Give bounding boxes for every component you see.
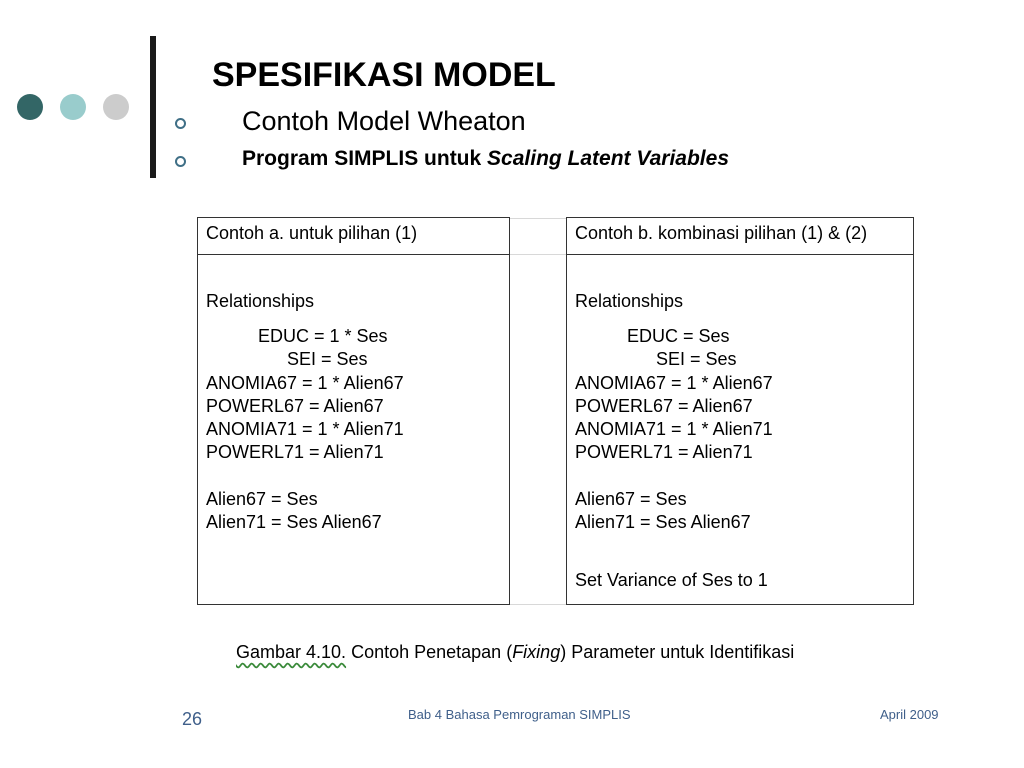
panel-b-line: ANOMIA67 = 1 * Alien67	[575, 373, 773, 393]
panel-a-line: Relationships	[206, 291, 315, 311]
panel-b-line: POWERL67 = Alien67	[575, 396, 753, 416]
panel-a-line: ANOMIA71 = 1 * Alien71	[206, 419, 404, 439]
panel-b-line: Set Variance of Ses to 1	[575, 570, 768, 590]
title-divider-bar	[150, 36, 156, 178]
panel-a-line: EDUC = 1 * Ses	[258, 326, 388, 346]
panel-a-line: POWERL67 = Alien67	[206, 396, 384, 416]
caption-label: Gambar 4.10.	[236, 642, 347, 662]
panel-b-line: ANOMIA71 = 1 * Alien71	[575, 419, 773, 439]
bullet2-italic-text: Scaling Latent Variables	[487, 147, 730, 170]
panel-b-line: EDUC = Ses	[627, 326, 730, 346]
bullet2-bold-text: Program SIMPLIS untuk	[242, 147, 488, 170]
panel-b-header-text: Contoh b. kombinasi pilihan (1) & (2)	[575, 223, 868, 243]
decor-dot-2	[60, 94, 86, 120]
decor-dot-3	[103, 94, 129, 120]
panel-b-line: Relationships	[575, 291, 684, 311]
bullet-ring-icon	[175, 156, 186, 167]
panel-a-line: POWERL71 = Alien71	[206, 442, 384, 462]
page-number: 26	[182, 709, 203, 729]
bullet-program-simplis	[242, 147, 729, 171]
panel-gap-line-bottom	[509, 604, 566, 605]
panel-a-header	[198, 218, 509, 255]
footer-date: April 2009	[880, 707, 939, 722]
panel-b-header	[567, 218, 913, 255]
panel-gap-line-top	[509, 218, 566, 219]
caption-text-2: ) Parameter untuk Identifikasi	[560, 642, 795, 662]
panel-a-line: SEI = Ses	[287, 349, 368, 369]
caption-text-1: Contoh Penetapan (	[346, 642, 513, 662]
panel-a-line: Alien67 = Ses	[206, 489, 318, 509]
panel-a-header-text: Contoh a. untuk pilihan (1)	[206, 223, 418, 243]
panel-a	[197, 217, 510, 605]
decor-dot-1	[17, 94, 43, 120]
figure-caption	[236, 642, 794, 663]
footer-chapter: Bab 4 Bahasa Pemrograman SIMPLIS	[408, 707, 631, 722]
bullet-model-wheaton: Contoh Model Wheaton	[242, 106, 526, 136]
panel-b	[566, 217, 914, 605]
panel-b-line: SEI = Ses	[656, 349, 737, 369]
panel-a-line: Alien71 = Ses Alien67	[206, 512, 382, 532]
bullet-ring-icon	[175, 118, 186, 129]
panel-b-line: Alien71 = Ses Alien67	[575, 512, 751, 532]
caption-italic: Fixing	[512, 642, 561, 662]
panel-b-line: POWERL71 = Alien71	[575, 442, 753, 462]
panel-a-line: ANOMIA67 = 1 * Alien67	[206, 373, 404, 393]
slide-title: SPESIFIKASI MODEL	[212, 56, 556, 94]
panel-b-line: Alien67 = Ses	[575, 489, 687, 509]
panel-gap-line-mid	[509, 254, 566, 255]
